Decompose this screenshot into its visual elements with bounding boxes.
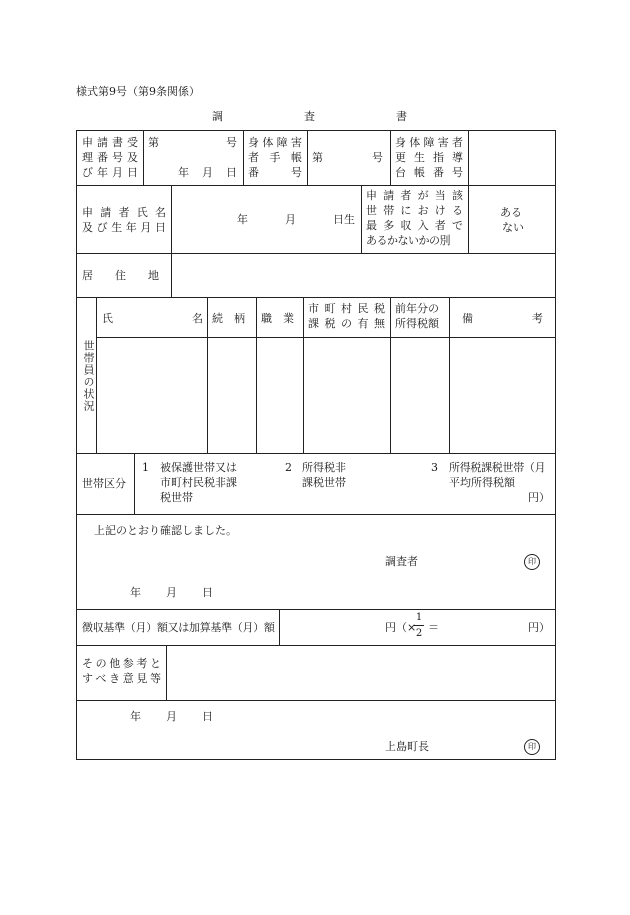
guidance-label-line3: 台帳番号 (395, 166, 463, 179)
confirm-month: 月 (166, 586, 177, 599)
cell-divider (390, 297, 391, 453)
cell-divider (390, 130, 391, 185)
handbook-label-line3: 番号 (248, 166, 302, 179)
cell-divider (468, 185, 469, 253)
title-char-3: 書 (396, 110, 407, 123)
row-divider (76, 514, 556, 515)
fraction-bar (414, 625, 424, 626)
category-opt1-line2: 市町村民税非課 (160, 476, 237, 489)
header-remarks-last: 考 (532, 312, 543, 325)
row-divider (76, 453, 556, 454)
row-divider (76, 609, 556, 610)
top-earner-label-line2: 世帯における (366, 204, 463, 217)
handbook-label-line2: 者手帳 (248, 151, 302, 164)
form-number: 様式第9号（第9条関係） (76, 85, 200, 98)
other-label-line1: その他参考と (82, 657, 161, 670)
handbook-go: 号 (372, 151, 383, 164)
footer-month: 月 (166, 710, 177, 723)
cell-divider (468, 130, 469, 185)
birth-month: 月 (285, 213, 296, 226)
category-opt3-end: 円） (528, 491, 550, 504)
row-divider (76, 645, 556, 646)
fee-label: 徴収基準（月）額又は加算基準（月）額 (82, 621, 275, 634)
footer-year: 年 (130, 710, 141, 723)
category-opt2-line1: 所得税非 (302, 461, 346, 474)
row-divider (96, 337, 556, 338)
members-side-label: 世帯員の状況 (82, 340, 95, 412)
name-label-line1: 申請者氏名 (82, 206, 166, 219)
mayor-label: 上島町長 (385, 740, 429, 753)
cell-divider (143, 130, 144, 185)
category-opt2-num: 2 (285, 461, 292, 474)
category-opt1-num: 1 (142, 461, 149, 474)
header-relation: 続 柄 (212, 312, 245, 325)
header-income-line1: 前年分の (395, 302, 439, 315)
name-label-line2: 及び生年月日 (82, 221, 166, 234)
investigator-label: 調査者 (385, 555, 418, 568)
cell-divider (243, 130, 244, 185)
cell-divider (96, 297, 97, 453)
header-occupation: 職 業 (261, 312, 294, 325)
category-opt3-line2: 平均所得税額 (449, 476, 515, 489)
header-remarks-first: 備 (462, 312, 473, 325)
guidance-label-line2: 更生指導 (395, 151, 463, 164)
handbook-label-line1: 身体障害 (248, 136, 302, 149)
title-char-1: 調 (212, 110, 223, 123)
category-opt1-line1: 被保護世帯又は (160, 461, 237, 474)
residence-label: 居 住 地 (82, 269, 159, 282)
fraction-numerator: 1 (415, 612, 423, 623)
category-label: 世帯区分 (82, 477, 126, 490)
cell-divider (279, 609, 280, 645)
header-tax-line1: 市町村民税 (308, 302, 385, 315)
header-tax-line2: 課税の有無 (308, 317, 385, 330)
top-earner-label-line3: 最多収入者で (366, 219, 463, 232)
category-opt2-line2: 課税世帯 (302, 476, 346, 489)
cell-divider (303, 297, 304, 453)
receipt-month: 月 (202, 166, 213, 179)
fee-equals: ＝ (428, 621, 439, 634)
title-char-2: 査 (304, 110, 315, 123)
option-yes: ある (500, 206, 522, 219)
birth-year: 年 (237, 213, 248, 226)
cell-divider (449, 297, 450, 453)
header-name-last: 名 (192, 312, 203, 325)
confirm-text: 上記のとおり確認しました。 (94, 524, 237, 537)
birth-day: 日生 (333, 213, 355, 226)
category-opt3-num: 3 (431, 461, 438, 474)
receipt-year: 年 (178, 166, 189, 179)
option-no: ない (502, 221, 524, 234)
receipt-go: 号 (226, 136, 237, 149)
receipt-label-line2: 理番号及 (82, 151, 138, 164)
confirm-day: 日 (202, 586, 213, 599)
receipt-day: 日 (226, 166, 237, 179)
cell-divider (134, 453, 135, 514)
top-earner-label-line1: 申請者が当該 (366, 189, 463, 202)
cell-divider (207, 297, 208, 453)
other-label-line2: すべき意見等 (82, 672, 161, 685)
confirm-year: 年 (130, 586, 141, 599)
cell-divider (171, 253, 172, 297)
category-opt1-line3: 税世帯 (160, 491, 193, 504)
cell-divider (171, 185, 172, 253)
receipt-label-line1: 申請書受 (82, 136, 138, 149)
row-divider (76, 297, 556, 298)
receipt-label-line3: び年月日 (82, 166, 138, 179)
row-divider (76, 700, 556, 701)
fraction-denominator: 2 (415, 628, 423, 639)
category-opt3-line1: 所得税課税世帯（月 (449, 461, 546, 474)
fee-yen-times: 円（× (385, 621, 417, 634)
handbook-dai: 第 (312, 151, 323, 164)
cell-divider (361, 185, 362, 253)
cell-divider (166, 645, 167, 700)
header-name-first: 氏 (102, 312, 113, 325)
mayor-seal-icon: 印 (524, 739, 540, 755)
header-income-line2: 所得税額 (395, 317, 439, 330)
seal-icon: 印 (524, 554, 540, 570)
row-divider (76, 185, 556, 186)
receipt-dai: 第 (148, 136, 159, 149)
cell-divider (256, 297, 257, 453)
cell-divider (307, 130, 308, 185)
guidance-label-line1: 身体障害者 (395, 136, 463, 149)
fee-yen-close: 円） (528, 621, 550, 634)
row-divider (76, 253, 556, 254)
footer-day: 日 (202, 710, 213, 723)
top-earner-label-line4: あるかないかの別 (366, 234, 450, 247)
